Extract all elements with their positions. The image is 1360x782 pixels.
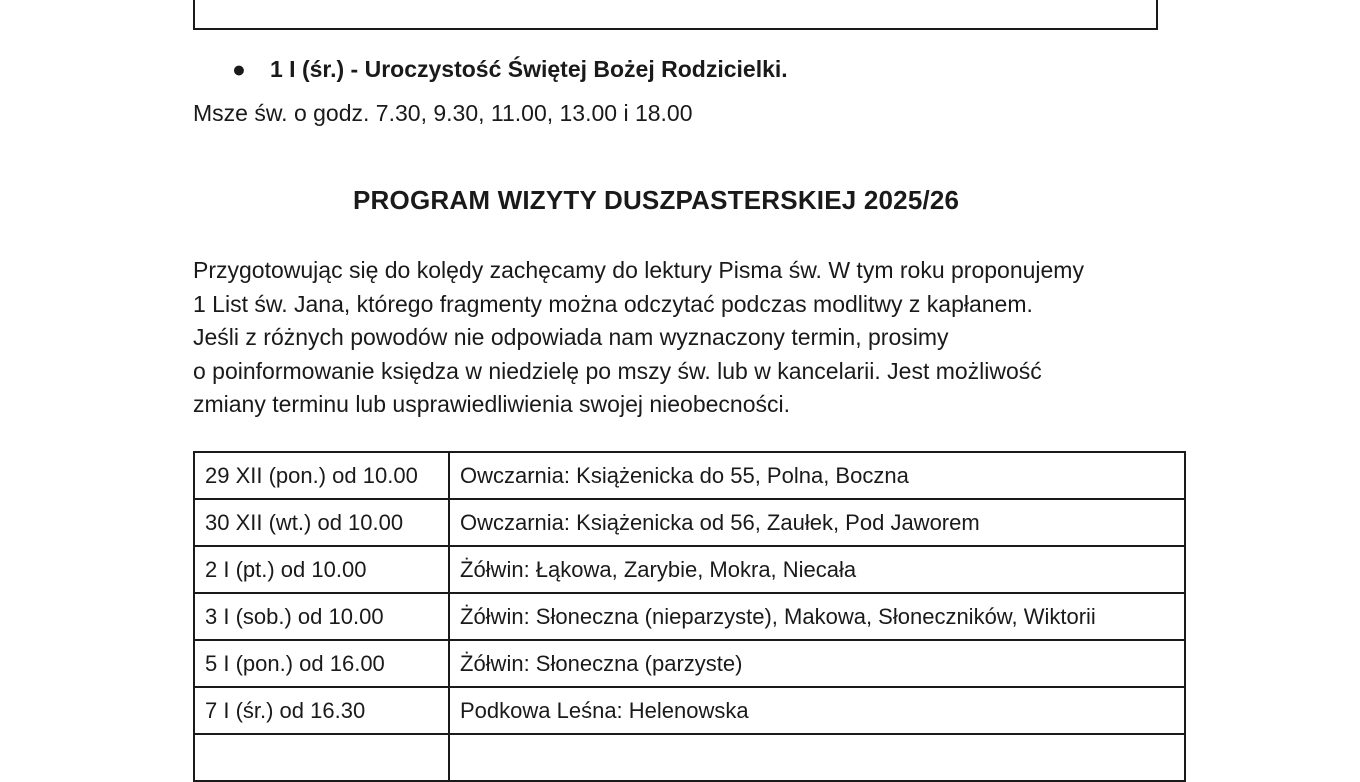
visit-area: Podkowa Leśna: Helenowska	[449, 687, 1185, 734]
mass-times: Msze św. o godz. 7.30, 9.30, 11.00, 13.00 i 18.00	[193, 100, 693, 126]
intro-line: o poinformowanie księdza w niedzielę po mszy św. lub w kancelarii. Jest możliwość	[193, 357, 1042, 384]
visit-schedule-table	[193, 451, 1186, 782]
visit-date: 7 I (śr.) od 16.30	[194, 687, 449, 734]
table-row	[194, 546, 1185, 593]
intro-line: Przygotowując się do kolędy zachęcamy do lektury Pisma św. W tym roku proponujemy	[193, 257, 1084, 283]
feast-title: 1 I (śr.) - Uroczystość Świętej Bożej Rodzicielki.	[270, 56, 788, 82]
table-row	[194, 687, 1185, 734]
visit-area: Owczarnia: Książenicka do 55, Polna, Boczna	[449, 452, 1185, 499]
feast-announcement	[232, 56, 788, 83]
intro-line: Jeśli z różnych powodów nie odpowiada nam wyznaczony termin, prosimy	[193, 324, 949, 350]
table-row	[194, 640, 1185, 687]
visit-area	[449, 734, 1185, 781]
intro-line: zmiany terminu lub usprawiedliwienia swojej nieobecności.	[193, 391, 791, 417]
table-row	[194, 734, 1185, 781]
table-row	[194, 593, 1185, 640]
visit-date	[194, 734, 449, 781]
visit-area: Owczarnia: Książenicka od 56, Zaułek, Pod Jaworem	[449, 499, 1185, 546]
previous-notice-box	[193, 0, 1158, 30]
visit-date: 30 XII (wt.) od 10.00	[194, 499, 449, 546]
bullet-icon: ●	[232, 56, 246, 82]
visit-date: 3 I (sob.) od 10.00	[194, 593, 449, 640]
visit-area: Żółwin: Łąkowa, Zarybie, Mokra, Niecała	[449, 546, 1185, 593]
visit-area: Żółwin: Słoneczna (parzyste)	[449, 640, 1185, 687]
visit-area: Żółwin: Słoneczna (nieparzyste), Makowa, Słoneczników, Wiktorii	[449, 593, 1185, 640]
table-row	[194, 452, 1185, 499]
intro-line: 1 List św. Jana, którego fragmenty można odczytać podczas modlitwy z kapłanem.	[193, 290, 1033, 317]
visit-date: 29 XII (pon.) od 10.00	[194, 452, 449, 499]
table-row	[194, 499, 1185, 546]
visit-date: 2 I (pt.) od 10.00	[194, 546, 449, 593]
program-title: PROGRAM WIZYTY DUSZPASTERSKIEJ 2025/26	[353, 185, 960, 215]
program-intro	[193, 254, 1193, 422]
visit-date: 5 I (pon.) od 16.00	[194, 640, 449, 687]
